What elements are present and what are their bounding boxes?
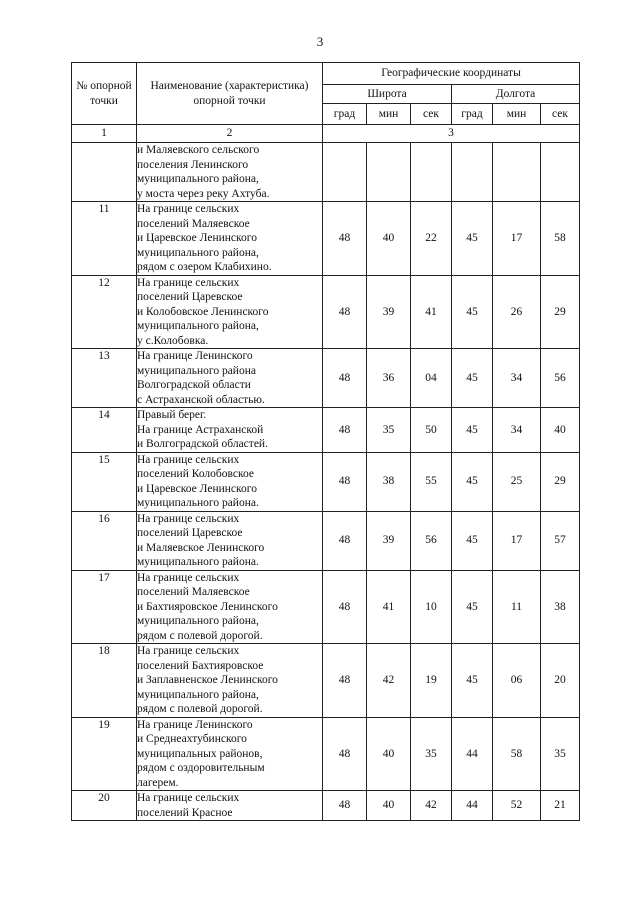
lat-min-value: 35 (367, 408, 411, 453)
lat-min-value: 40 (367, 791, 411, 821)
description-line: и Среднеахтубинского (137, 733, 247, 745)
lon-min-value: 11 (493, 570, 541, 644)
description-line: муниципального района, (137, 688, 259, 701)
header-unit: сек (541, 104, 580, 125)
lat-sec-value: 42 (411, 791, 452, 821)
lon-sec-value: 35 (541, 717, 580, 791)
table-row (72, 717, 580, 791)
point-number: 15 (72, 452, 137, 511)
lat-deg-value (323, 143, 367, 202)
lat-sec-value: 19 (411, 644, 452, 718)
lat-min-value: 39 (367, 511, 411, 570)
point-description (137, 791, 323, 821)
description-line: и Маляевское Ленинского (137, 541, 265, 554)
lon-min-value: 34 (493, 349, 541, 408)
lat-deg-value: 48 (323, 275, 367, 349)
lon-min-value: 06 (493, 644, 541, 718)
description-line: муниципального района (137, 364, 256, 377)
lon-min-value: 52 (493, 791, 541, 821)
table-row (72, 644, 580, 718)
description-line: и Царевское Ленинского (137, 232, 257, 244)
point-number: 14 (72, 408, 137, 453)
description-line: поселений Маляевское (137, 217, 250, 230)
lat-min-value: 38 (367, 452, 411, 511)
lat-deg-value: 48 (323, 717, 367, 791)
lon-deg-value: 45 (452, 452, 493, 511)
description-line: рядом с озером Клабихино. (137, 261, 272, 273)
description-line: поселения Ленинского (137, 158, 249, 171)
lon-sec-value: 56 (541, 349, 580, 408)
description-line: рядом с полевой дорогой. (137, 703, 263, 715)
lat-sec-value: 50 (411, 408, 452, 453)
point-description (137, 143, 323, 202)
lat-deg-value: 48 (323, 511, 367, 570)
description-line: муниципального района, (137, 320, 259, 332)
lat-sec-value: 35 (411, 717, 452, 791)
table-row (72, 143, 580, 202)
description-line: и Колобовское Ленинского (137, 305, 269, 318)
table-row (72, 511, 580, 570)
table-row (72, 275, 580, 349)
description-line: муниципального района. (137, 497, 259, 509)
table-row (72, 452, 580, 511)
table-row (72, 202, 580, 276)
point-number: 18 (72, 644, 137, 718)
lon-deg-value: 45 (452, 275, 493, 349)
header-latitude: Широта (323, 85, 452, 104)
point-description (137, 452, 323, 511)
point-number: 20 (72, 791, 137, 821)
description-line: поселений Царевское (137, 527, 243, 539)
lon-sec-value (541, 143, 580, 202)
description-line: муниципальных районов, (137, 747, 263, 760)
lon-sec-value: 20 (541, 644, 580, 718)
lon-sec-value: 29 (541, 275, 580, 349)
description-line: муниципального района, (137, 246, 259, 259)
point-description (137, 349, 323, 408)
lon-deg-value: 44 (452, 791, 493, 821)
lat-deg-value: 48 (323, 202, 367, 276)
lat-min-value: 40 (367, 717, 411, 791)
table-body (72, 143, 580, 821)
header-unit: мин (367, 104, 411, 125)
description-line: поселений Царевское (137, 291, 243, 303)
point-number: 17 (72, 570, 137, 644)
lat-deg-value: 48 (323, 791, 367, 821)
lat-sec-value (411, 143, 452, 202)
description-line: На границе Астраханской (137, 423, 264, 436)
description-line: и Царевское Ленинского (137, 482, 257, 495)
lon-deg-value: 45 (452, 202, 493, 276)
description-line: На границе сельских (137, 512, 240, 525)
description-line: у моста через реку Ахтуба. (137, 187, 270, 200)
header-unit: град (323, 104, 367, 125)
lat-sec-value: 41 (411, 275, 452, 349)
point-description (137, 717, 323, 791)
lat-min-value: 41 (367, 570, 411, 644)
table-row (72, 570, 580, 644)
point-description (137, 202, 323, 276)
lon-sec-value: 58 (541, 202, 580, 276)
description-line: и Маляевского сельского (137, 144, 260, 156)
lat-deg-value: 48 (323, 644, 367, 718)
lon-deg-value: 44 (452, 717, 493, 791)
table-row (72, 408, 580, 453)
description-line: и Волгоградской областей. (137, 438, 268, 450)
description-line: у с.Колобовка. (137, 334, 209, 347)
table-row (72, 349, 580, 408)
header-unit: сек (411, 104, 452, 125)
lat-sec-value: 55 (411, 452, 452, 511)
header-point-name: Наименование (характеристика) опорной точки (137, 63, 323, 125)
lon-sec-value: 38 (541, 570, 580, 644)
lon-sec-value: 29 (541, 452, 580, 511)
description-line: На границе сельских (137, 276, 240, 289)
column-number: 2 (137, 125, 323, 143)
lon-deg-value: 45 (452, 349, 493, 408)
description-line: На границе сельских (137, 571, 240, 584)
description-line: На границе сельских (137, 453, 240, 466)
lat-sec-value: 10 (411, 570, 452, 644)
lon-min-value: 25 (493, 452, 541, 511)
lon-deg-value: 45 (452, 408, 493, 453)
point-description (137, 644, 323, 718)
lon-deg-value: 45 (452, 511, 493, 570)
page-number: 3 (316, 34, 324, 49)
lat-deg-value: 48 (323, 570, 367, 644)
lat-min-value: 40 (367, 202, 411, 276)
description-line: На границе сельских (137, 203, 240, 215)
point-number: 19 (72, 717, 137, 791)
lat-sec-value: 04 (411, 349, 452, 408)
description-line: На границе Ленинского (137, 350, 253, 362)
lon-min-value (493, 143, 541, 202)
header-longitude: Долгота (452, 85, 580, 104)
point-description (137, 511, 323, 570)
description-line: Волгоградской области (137, 379, 251, 391)
header-unit: мин (493, 104, 541, 125)
description-line: Правый берег. (137, 409, 207, 421)
lon-min-value: 58 (493, 717, 541, 791)
lat-sec-value: 56 (411, 511, 452, 570)
description-line: поселений Маляевское (137, 586, 250, 598)
header-point-number: № опорной точки (72, 63, 137, 125)
lon-sec-value: 21 (541, 791, 580, 821)
description-line: На границе сельских (137, 645, 240, 657)
lon-deg-value: 45 (452, 570, 493, 644)
column-number: 1 (72, 125, 137, 143)
header-unit: град (452, 104, 493, 125)
point-description (137, 408, 323, 453)
lon-deg-value (452, 143, 493, 202)
description-line: рядом с оздоровительным (137, 762, 265, 774)
header-geo-coordinates: Географические координаты (323, 63, 580, 85)
description-line: рядом с полевой дорогой. (137, 629, 263, 642)
lat-deg-value: 48 (323, 408, 367, 453)
lon-min-value: 34 (493, 408, 541, 453)
description-line: На границе сельских (137, 792, 240, 804)
coordinates-table (71, 62, 580, 821)
point-number: 12 (72, 275, 137, 349)
table-row (72, 791, 580, 821)
point-number: 16 (72, 511, 137, 570)
description-line: муниципального района. (137, 556, 259, 568)
lat-min-value: 39 (367, 275, 411, 349)
point-description (137, 570, 323, 644)
lon-min-value: 17 (493, 202, 541, 276)
lat-min-value: 42 (367, 644, 411, 718)
lon-deg-value: 45 (452, 644, 493, 718)
description-line: поселений Красное (137, 806, 233, 819)
point-number: 13 (72, 349, 137, 408)
point-description (137, 275, 323, 349)
lat-deg-value: 48 (323, 349, 367, 408)
lon-sec-value: 40 (541, 408, 580, 453)
description-line: и Заплавненское Ленинского (137, 674, 278, 686)
point-number: 11 (72, 202, 137, 276)
lon-min-value: 17 (493, 511, 541, 570)
lon-min-value: 26 (493, 275, 541, 349)
point-number (72, 143, 137, 202)
lat-min-value (367, 143, 411, 202)
description-line: поселений Бахтияровское (137, 659, 264, 672)
description-line: муниципального района, (137, 173, 259, 185)
description-line: лагерем. (137, 776, 179, 789)
lon-sec-value: 57 (541, 511, 580, 570)
description-line: На границе Ленинского (137, 718, 253, 731)
lat-sec-value: 22 (411, 202, 452, 276)
lat-deg-value: 48 (323, 452, 367, 511)
description-line: и Бахтияровское Ленинского (137, 600, 278, 613)
lat-min-value: 36 (367, 349, 411, 408)
column-number: 3 (323, 125, 580, 143)
description-line: муниципального района, (137, 615, 259, 627)
description-line: с Астраханской областью. (137, 393, 265, 406)
description-line: поселений Колобовское (137, 468, 254, 480)
